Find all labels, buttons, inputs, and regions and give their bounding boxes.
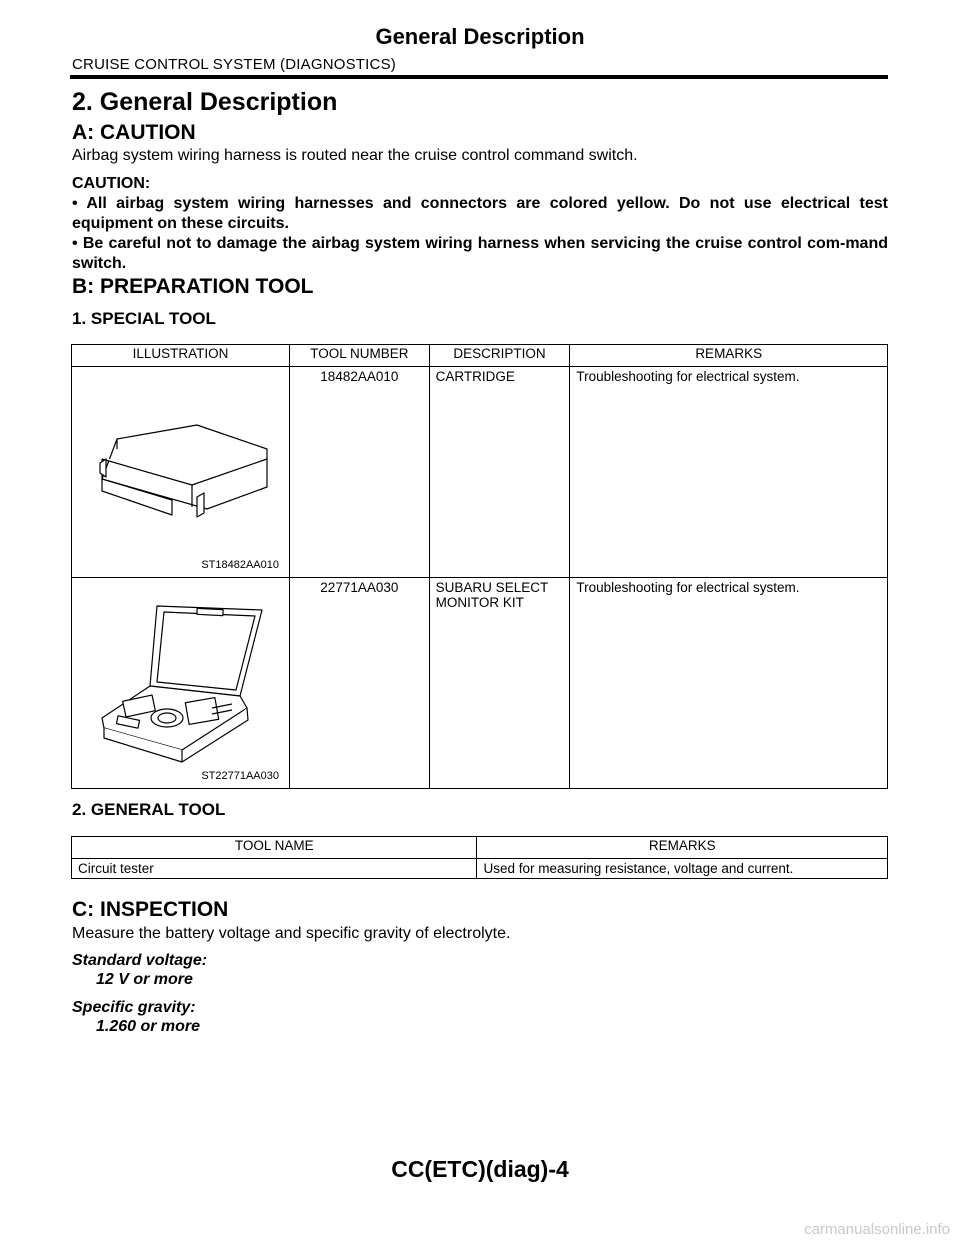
monitor-kit-description-line2: MONITOR KIT [435, 595, 524, 610]
cartridge-illustration [72, 367, 289, 574]
table-row [72, 578, 888, 789]
monitor-kit-illustration-label: ST22771AA030 [201, 770, 279, 782]
cartridge-illustration-label: ST18482AA010 [201, 559, 279, 571]
spec-voltage-value: 12 V or more [96, 971, 193, 988]
inspection-text: Measure the battery voltage and specific gravity of electrolyte. [72, 925, 511, 942]
caution-intro: Airbag system wiring harness is routed near the cruise control command switch. [72, 147, 638, 164]
caution-block [72, 174, 888, 274]
col-tool-name: TOOL NAME [72, 837, 477, 859]
table-row [72, 859, 888, 879]
general-tool-remarks: Used for measuring resistance, voltage and current. [477, 859, 888, 879]
general-tool-header-row [72, 837, 888, 859]
section-title: 2. General Description [72, 88, 338, 116]
cartridge-remarks: Troubleshooting for electrical system. [570, 367, 888, 578]
caution-item-2: • Be careful not to damage the airbag system wiring harness when servicing the cruise control com-mand switch. [72, 235, 888, 272]
page-footer: CC(ETC)(diag)-4 [391, 1156, 569, 1182]
col-tool-number: TOOL NUMBER [290, 345, 430, 367]
page-header-title: General Description [375, 24, 585, 49]
cartridge-tool-number: 18482AA010 [290, 367, 430, 578]
caution-heading: A: CAUTION [72, 121, 196, 144]
monitor-kit-illustration-cell [72, 578, 290, 789]
general-tool-name: Circuit tester [72, 859, 477, 879]
inspection-heading: C: INSPECTION [72, 898, 229, 921]
monitor-kit-description [429, 578, 570, 789]
monitor-kit-remarks: Troubleshooting for electrical system. [570, 578, 888, 789]
table-row [72, 367, 888, 578]
header-rule [70, 75, 888, 79]
preparation-heading: B: PREPARATION TOOL [72, 275, 314, 298]
watermark: carmanualsonline.info [804, 1221, 950, 1238]
cartridge-illustration-cell [72, 367, 290, 578]
caution-label: CAUTION: [72, 175, 151, 192]
spec-gravity-value: 1.260 or more [96, 1018, 201, 1035]
col-remarks: REMARKS [570, 345, 888, 367]
special-tool-header-row [72, 345, 888, 367]
spec-gravity-label: Specific gravity: [72, 999, 196, 1016]
special-tool-table [71, 344, 888, 789]
col-description: DESCRIPTION [429, 345, 570, 367]
col-illustration: ILLUSTRATION [72, 345, 290, 367]
monitor-kit-description-line1: SUBARU SELECT [435, 580, 549, 595]
caution-item-1: • All airbag system wiring harnesses and connectors are colored yellow. Do not use electrical test equipment on these circuits. [72, 195, 888, 232]
col-general-remarks: REMARKS [477, 837, 888, 859]
general-tool-table [71, 836, 888, 879]
page-header-subtitle: CRUISE CONTROL SYSTEM (DIAGNOSTICS) [72, 56, 396, 73]
monitor-kit-tool-number: 22771AA030 [290, 578, 430, 789]
general-tool-heading: 2. GENERAL TOOL [72, 800, 226, 819]
monitor-kit-illustration [72, 578, 289, 785]
spec-voltage-label: Standard voltage: [72, 952, 208, 969]
cartridge-description: CARTRIDGE [429, 367, 570, 578]
special-tool-heading: 1. SPECIAL TOOL [72, 309, 216, 328]
